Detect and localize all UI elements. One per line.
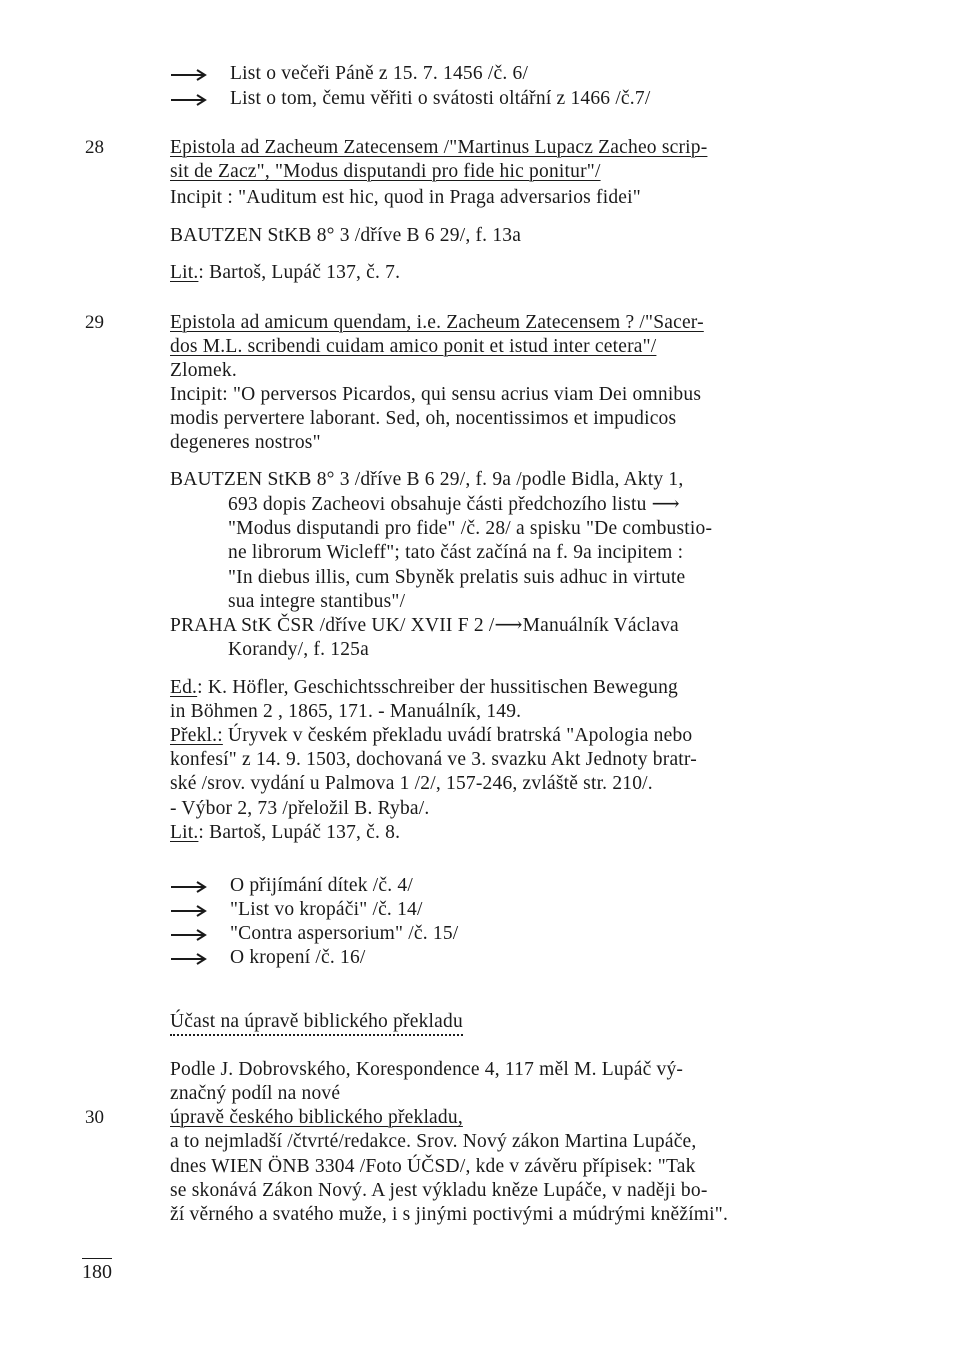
- entry-number: 30: [85, 1107, 104, 1128]
- text-line: [170, 676, 678, 700]
- line-text: BAUTZEN StKB 8° 3 /dříve B 6 29/, f. 13a: [170, 225, 522, 246]
- text-line: [170, 136, 707, 160]
- line-text: "Contra aspersorium" /č. 15/: [230, 923, 459, 944]
- text-line: [170, 468, 683, 492]
- text-line: [170, 359, 237, 383]
- line-text: "Modus disputandi pro fide" /č. 28/ a spisku "De combustio-: [228, 518, 713, 539]
- text-line: [228, 590, 405, 614]
- ed-label: Ed.: [170, 677, 198, 698]
- line-text: O přijímání dítek /č. 4/: [230, 875, 413, 896]
- text-line: [170, 311, 704, 335]
- line-text: 693 dopis Zacheovi obsahuje části předchozího listu ⟶: [228, 494, 680, 515]
- text-line: [228, 493, 680, 517]
- entry-number: 29: [85, 312, 104, 333]
- arrow-right-icon: [170, 874, 210, 898]
- line-text: degeneres nostros": [170, 432, 321, 453]
- line-text: - Výbor 2, 73 /přeložil B. Ryba/.: [170, 798, 430, 819]
- line-text: "List vo kropáči" /č. 14/: [230, 899, 423, 920]
- text-line: [170, 160, 601, 184]
- text-line: [170, 946, 366, 970]
- line-text: konfesí" z 14. 9. 1503, dochovaná ve 3. svazku Akt Jednoty bratr-: [170, 749, 697, 770]
- line-text: Incipit: "O perversos Picardos, qui sensu acrius viam Dei omnibus: [170, 384, 702, 405]
- text-line: [170, 772, 653, 796]
- line-text: ne librorum Wicleff"; tato část začíná na f. 9a incipitem :: [228, 542, 684, 563]
- line-text: ží věrného a svatého muže, i s jinými poctivými a múdrými kněžími".: [170, 1204, 729, 1225]
- text-line: [170, 614, 679, 638]
- line-text: "In diebus illis, cum Sbyněk prelatis suis adhuc in virtute: [228, 567, 686, 588]
- line-text: Účast na úpravě biblického překladu: [170, 1011, 463, 1036]
- text-line: [170, 821, 400, 845]
- prekl-label: Překl.:: [170, 725, 223, 746]
- text-line: [170, 1010, 463, 1034]
- line-text: Incipit : "Auditum est hic, quod in Praga adversarios fidei": [170, 187, 641, 208]
- text-line: [170, 874, 413, 898]
- arrow-right-icon: [170, 898, 210, 922]
- text-line: [170, 224, 521, 248]
- text-line: [170, 1203, 728, 1227]
- line-text: PRAHA StK ČSR /dříve UK/ XVII F 2 /⟶Manuálník Václava: [170, 615, 679, 636]
- line-text: dnes WIEN ÖNB 3304 /Foto ÚČSD/, kde v závěru přípisek: "Tak: [170, 1156, 696, 1177]
- arrow-right-icon: [170, 62, 210, 86]
- arrow-right-icon: [170, 87, 210, 111]
- text-line: [228, 517, 712, 541]
- text-line: [170, 1106, 463, 1130]
- text-line: [170, 797, 429, 821]
- line-text: O kropení /č. 16/: [230, 947, 366, 968]
- text-line: [170, 431, 321, 455]
- text-line: [170, 186, 641, 210]
- line-text: BAUTZEN StKB 8° 3 /dříve B 6 29/, f. 9a /podle Bidla, Akty 1,: [170, 469, 684, 490]
- text-line: [170, 87, 650, 111]
- line-text: se skonává Zákon Nový. A jest výkladu kněze Lupáče, v naději bo-: [170, 1180, 708, 1201]
- line-text: úpravě českého biblického překladu,: [170, 1107, 463, 1128]
- line-text: in Böhmen 2 , 1865, 171. - Manuálník, 149.: [170, 701, 522, 722]
- text-line: [170, 62, 528, 86]
- line-text: : K. Höfler, Geschichtsschreiber der hussitischen Bewegung: [197, 677, 678, 698]
- lit-label: Lit.: [170, 262, 199, 283]
- text-line: [170, 922, 458, 946]
- text-line: [170, 1130, 696, 1154]
- entry-number: 28: [85, 137, 104, 158]
- lit-label: Lit.: [170, 822, 199, 843]
- line-text: modis pervertere laborant. Sed, oh, nocentissimos et impudicos: [170, 408, 677, 429]
- line-text: sit de Zacz", "Modus disputandi pro fide hic ponitur"/: [170, 161, 601, 182]
- text-line: [170, 1179, 708, 1203]
- line-text: : Bartoš, Lupáč 137, č. 8.: [198, 822, 401, 843]
- page-number: 180: [82, 1258, 112, 1284]
- line-text: List o tom, čemu věřiti o svátosti oltářní z 1466 /č.7/: [230, 88, 651, 109]
- text-line: [170, 407, 676, 431]
- text-line: [170, 1082, 340, 1106]
- text-line: [228, 566, 685, 590]
- text-line: [170, 383, 701, 407]
- text-line: [170, 724, 692, 748]
- text-line: [170, 335, 656, 359]
- text-line: [228, 541, 683, 565]
- arrow-right-icon: [170, 946, 210, 970]
- line-text: Úryvek v českém překladu uvádí bratrská "Apologia nebo: [222, 725, 693, 746]
- line-text: ské /srov. vydání u Palmova 1 /2/, 157-246, zvláště str. 210/.: [170, 773, 653, 794]
- text-line: [170, 898, 423, 922]
- line-text: List o večeři Páně z 15. 7. 1456 /č. 6/: [230, 63, 529, 84]
- line-text: dos M.L. scribendi cuidam amico ponit et istud inter cetera"/: [170, 336, 657, 357]
- text-line: [228, 638, 369, 662]
- line-text: : Bartoš, Lupáč 137, č. 7.: [198, 262, 401, 283]
- arrow-right-icon: [170, 922, 210, 946]
- text-line: [170, 1058, 683, 1082]
- text-line: [170, 700, 521, 724]
- text-line: [170, 261, 400, 285]
- text-line: [170, 1155, 696, 1179]
- line-text: a to nejmladší /čtvrté/redakce. Srov. Nový zákon Martina Lupáče,: [170, 1131, 697, 1152]
- line-text: Epistola ad amicum quendam, i.e. Zacheum Zatecensem ? /"Sacer-: [170, 312, 704, 333]
- line-text: Epistola ad Zacheum Zatecensem /"Martinus Lupacz Zacheo scrip-: [170, 137, 708, 158]
- line-text: Korandy/, f. 125a: [228, 639, 369, 660]
- text-line: [170, 748, 697, 772]
- line-text: sua integre stantibus"/: [228, 591, 406, 612]
- line-text: značný podíl na nové: [170, 1083, 341, 1104]
- line-text: Zlomek.: [170, 360, 237, 381]
- line-text: Podle J. Dobrovského, Korespondence 4, 117 měl M. Lupáč vý-: [170, 1059, 684, 1080]
